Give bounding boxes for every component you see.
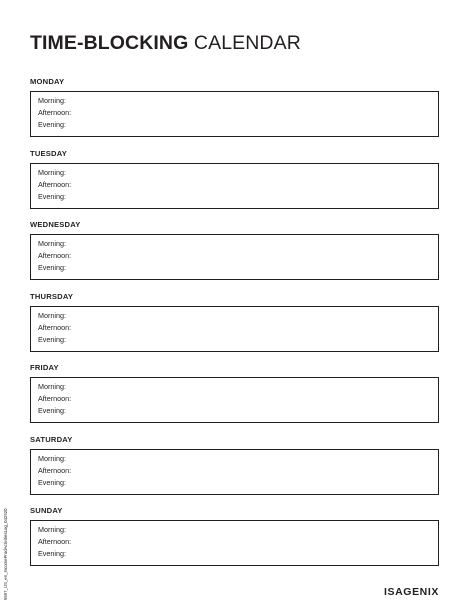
day-box-saturday [30,449,439,495]
slot-label-morning: Morning: [38,96,66,105]
day-box-thursday [30,306,439,352]
slot-label-afternoon: Afternoon: [38,537,72,546]
day-box-tuesday [30,163,439,209]
page-title-light: CALENDAR [193,32,301,54]
day-box-sunday [30,520,439,566]
day-heading-wednesday: WEDNESDAY [30,220,81,229]
page-title [30,34,301,54]
day-box-monday [30,91,439,137]
slot-label-evening: Evening: [38,120,66,129]
slot-label-afternoon: Afternoon: [38,108,72,117]
document-code: 5597_US_en_IncomeProdActivitiesLog_042920 [3,508,8,600]
slot-label-afternoon: Afternoon: [38,465,72,475]
slot-label-afternoon: Afternoon: [38,322,72,332]
day-box-wednesday [30,234,439,280]
slot-label-afternoon: Afternoon: [38,251,72,260]
day-heading-thursday: THURSDAY [30,291,74,301]
slot-label-morning: Morning: [38,310,66,320]
slot-label-morning: Morning: [38,382,66,391]
slot-label-morning: Morning: [38,239,66,248]
page-title-bold: TIME-BLOCKING [30,32,189,54]
day-box-friday [30,377,439,423]
slot-label-morning: Morning: [38,453,66,463]
slot-label-evening: Evening: [38,549,66,558]
slot-label-evening: Evening: [38,334,66,344]
slot-label-evening: Evening: [38,477,66,487]
slot-label-evening: Evening: [38,191,66,201]
day-heading-tuesday: TUESDAY [30,148,67,158]
slot-label-afternoon: Afternoon: [38,394,72,403]
day-heading-saturday: SATURDAY [30,434,73,444]
day-heading-friday: FRIDAY [30,363,59,372]
slot-label-morning: Morning: [38,167,66,177]
slot-label-evening: Evening: [38,263,66,272]
slot-label-afternoon: Afternoon: [38,179,72,189]
day-heading-sunday: SUNDAY [30,506,63,515]
slot-label-evening: Evening: [38,406,66,415]
brand-logo: ISAGENIX [384,586,439,598]
slot-label-morning: Morning: [38,525,66,534]
day-heading-monday: MONDAY [30,77,65,86]
